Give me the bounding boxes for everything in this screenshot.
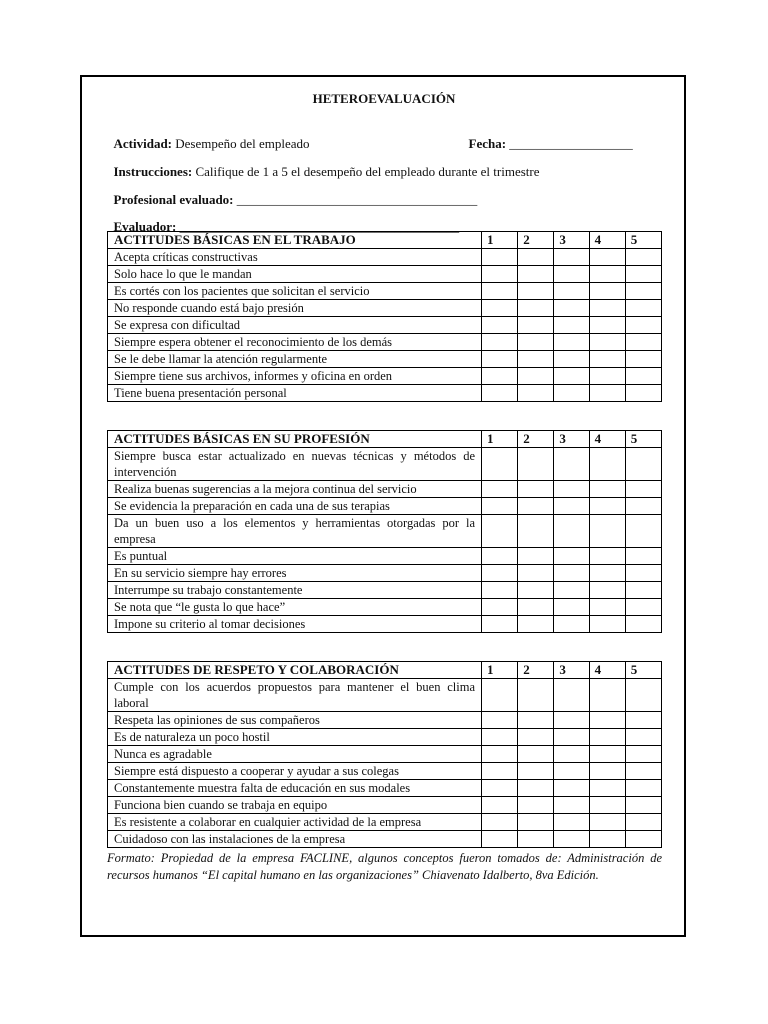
evaluation-table (107, 661, 662, 848)
section-heading: ACTITUDES DE RESPETO Y COLABORACIÓN (108, 662, 482, 679)
score-cell[interactable] (554, 746, 589, 763)
score-cell[interactable] (625, 249, 661, 266)
score-cell[interactable] (589, 351, 625, 368)
criterion-label: Constantemente muestra falta de educación en sus modales (108, 780, 482, 797)
table-row (108, 515, 662, 548)
score-cell[interactable] (554, 763, 589, 780)
table-header-row (108, 662, 662, 679)
score-cell[interactable] (554, 385, 589, 402)
score-cell[interactable] (482, 300, 518, 317)
score-cell[interactable] (518, 515, 554, 548)
table-row (108, 616, 662, 633)
table-row (108, 385, 662, 402)
score-cell[interactable] (482, 334, 518, 351)
table-row (108, 368, 662, 385)
score-cell[interactable] (625, 266, 661, 283)
score-cell[interactable] (518, 481, 554, 498)
score-cell[interactable] (518, 448, 554, 481)
criterion-label: Interrumpe su trabajo constantemente (108, 582, 482, 599)
score-cell[interactable] (625, 679, 661, 712)
criterion-label: Se expresa con dificultad (108, 317, 482, 334)
score-cell[interactable] (625, 283, 661, 300)
table-row (108, 797, 662, 814)
table-row (108, 266, 662, 283)
score-cell[interactable] (589, 498, 625, 515)
score-cell[interactable] (482, 679, 518, 712)
score-cell[interactable] (625, 317, 661, 334)
score-cell[interactable] (518, 729, 554, 746)
score-cell[interactable] (482, 368, 518, 385)
score-header: 4 (589, 662, 625, 679)
table-header-row (108, 232, 662, 249)
score-header: 3 (554, 662, 589, 679)
score-header: 5 (625, 662, 661, 679)
score-cell[interactable] (482, 797, 518, 814)
score-cell[interactable] (518, 616, 554, 633)
criterion-label: Cumple con los acuerdos propuestos para mantener el buen clima laboral (108, 679, 482, 712)
score-cell[interactable] (482, 746, 518, 763)
score-cell[interactable] (482, 831, 518, 848)
score-cell[interactable] (589, 599, 625, 616)
score-cell[interactable] (589, 317, 625, 334)
score-cell[interactable] (482, 814, 518, 831)
score-cell[interactable] (554, 249, 589, 266)
table-row (108, 814, 662, 831)
score-cell[interactable] (625, 831, 661, 848)
score-header: 3 (554, 232, 589, 249)
table-row (108, 729, 662, 746)
score-cell[interactable] (482, 616, 518, 633)
score-cell[interactable] (554, 266, 589, 283)
score-cell[interactable] (518, 368, 554, 385)
score-cell[interactable] (589, 249, 625, 266)
criterion-label: Siempre está dispuesto a cooperar y ayudar a sus colegas (108, 763, 482, 780)
score-cell[interactable] (482, 266, 518, 283)
table-row (108, 763, 662, 780)
table-row (108, 831, 662, 848)
table-row (108, 498, 662, 515)
score-cell[interactable] (482, 498, 518, 515)
score-cell[interactable] (589, 679, 625, 712)
score-cell[interactable] (589, 729, 625, 746)
criterion-label: Tiene buena presentación personal (108, 385, 482, 402)
score-cell[interactable] (554, 582, 589, 599)
score-cell[interactable] (518, 548, 554, 565)
criterion-label: Siempre busca estar actualizado en nuevas técnicas y métodos de intervención (108, 448, 482, 481)
score-cell[interactable] (518, 746, 554, 763)
score-cell[interactable] (482, 729, 518, 746)
score-cell[interactable] (625, 763, 661, 780)
score-cell[interactable] (482, 548, 518, 565)
actividad-value: Desempeño del empleado (175, 136, 310, 151)
footnote: Formato: Propiedad de la empresa FACLINE, algunos conceptos fueron tomados de: Administración de recursos humanos “El capital humano en las organizaciones” Chiavenato Idalberto, 8va Edición. (107, 851, 662, 882)
score-cell[interactable] (554, 351, 589, 368)
score-cell[interactable] (554, 831, 589, 848)
evaluador-label: Evaluador: (113, 219, 177, 234)
score-cell[interactable] (554, 300, 589, 317)
score-cell[interactable] (589, 368, 625, 385)
score-cell[interactable] (518, 300, 554, 317)
score-cell[interactable] (482, 481, 518, 498)
table-row (108, 582, 662, 599)
table-row (108, 679, 662, 712)
score-cell[interactable] (625, 385, 661, 402)
table-row (108, 712, 662, 729)
table-row (108, 283, 662, 300)
score-cell[interactable] (589, 616, 625, 633)
score-cell[interactable] (554, 679, 589, 712)
table-row (108, 317, 662, 334)
score-cell[interactable] (518, 582, 554, 599)
score-header: 5 (625, 232, 661, 249)
score-cell[interactable] (554, 448, 589, 481)
criterion-label: Respeta las opiniones de sus compañeros (108, 712, 482, 729)
score-cell[interactable] (589, 831, 625, 848)
score-cell[interactable] (554, 712, 589, 729)
score-cell[interactable] (554, 498, 589, 515)
section-heading: ACTITUDES BÁSICAS EN EL TRABAJO (108, 232, 482, 249)
table-row (108, 481, 662, 498)
score-cell[interactable] (518, 763, 554, 780)
score-cell[interactable] (482, 249, 518, 266)
score-cell[interactable] (554, 317, 589, 334)
score-cell[interactable] (625, 616, 661, 633)
fecha-field[interactable]: ___________________ (509, 136, 633, 151)
score-cell[interactable] (518, 351, 554, 368)
score-header: 2 (518, 431, 554, 448)
score-cell[interactable] (589, 300, 625, 317)
score-cell[interactable] (518, 283, 554, 300)
score-cell[interactable] (518, 679, 554, 712)
table-row (108, 300, 662, 317)
table-row (108, 548, 662, 565)
score-cell[interactable] (589, 582, 625, 599)
score-cell[interactable] (589, 334, 625, 351)
score-cell[interactable] (625, 448, 661, 481)
score-cell[interactable] (482, 515, 518, 548)
score-cell[interactable] (554, 565, 589, 582)
score-cell[interactable] (625, 565, 661, 582)
score-cell[interactable] (589, 266, 625, 283)
criterion-label: Siempre tiene sus archivos, informes y oficina en orden (108, 368, 482, 385)
score-header: 1 (482, 232, 518, 249)
score-cell[interactable] (518, 831, 554, 848)
score-cell[interactable] (625, 712, 661, 729)
actividad-label: Actividad: (113, 136, 172, 151)
fecha-label: Fecha: (468, 136, 507, 151)
score-cell[interactable] (482, 317, 518, 334)
score-cell[interactable] (482, 763, 518, 780)
score-cell[interactable] (482, 448, 518, 481)
score-header: 4 (589, 232, 625, 249)
score-cell[interactable] (625, 746, 661, 763)
score-cell[interactable] (482, 780, 518, 797)
score-cell[interactable] (625, 780, 661, 797)
score-cell[interactable] (518, 814, 554, 831)
table-row (108, 334, 662, 351)
criterion-label: Se evidencia la preparación en cada una de sus terapias (108, 498, 482, 515)
criterion-label: En su servicio siempre hay errores (108, 565, 482, 582)
table-row (108, 351, 662, 368)
score-cell[interactable] (589, 448, 625, 481)
score-cell[interactable] (554, 616, 589, 633)
score-cell[interactable] (589, 481, 625, 498)
score-cell[interactable] (625, 498, 661, 515)
score-cell[interactable] (625, 515, 661, 548)
score-header: 1 (482, 431, 518, 448)
score-cell[interactable] (625, 368, 661, 385)
table-row (108, 565, 662, 582)
score-cell[interactable] (625, 548, 661, 565)
score-cell[interactable] (554, 283, 589, 300)
score-cell[interactable] (554, 797, 589, 814)
score-header: 2 (518, 662, 554, 679)
page-title: HETEROEVALUACIÓN (312, 91, 456, 106)
score-cell[interactable] (554, 780, 589, 797)
table-row (108, 746, 662, 763)
table-row (108, 249, 662, 266)
score-cell[interactable] (554, 814, 589, 831)
score-cell[interactable] (482, 565, 518, 582)
criterion-label: Es cortés con los pacientes que solicitan el servicio (108, 283, 482, 300)
score-cell[interactable] (589, 712, 625, 729)
score-cell[interactable] (554, 368, 589, 385)
profesional-field[interactable]: _____________________________________ (236, 192, 478, 207)
score-cell[interactable] (589, 385, 625, 402)
criterion-label: Da un buen uso a los elementos y herramientas otorgadas por la empresa (108, 515, 482, 548)
score-cell[interactable] (625, 729, 661, 746)
score-cell[interactable] (625, 351, 661, 368)
score-cell[interactable] (554, 599, 589, 616)
score-cell[interactable] (625, 334, 661, 351)
score-cell[interactable] (482, 582, 518, 599)
score-header: 5 (625, 431, 661, 448)
score-cell[interactable] (625, 300, 661, 317)
score-cell[interactable] (518, 317, 554, 334)
score-cell[interactable] (554, 729, 589, 746)
score-cell[interactable] (625, 797, 661, 814)
criterion-label: Es puntual (108, 548, 482, 565)
section-heading: ACTITUDES BÁSICAS EN SU PROFESIÓN (108, 431, 482, 448)
score-cell[interactable] (554, 548, 589, 565)
score-cell[interactable] (589, 515, 625, 548)
score-cell[interactable] (625, 814, 661, 831)
instrucciones-label: Instrucciones: (113, 164, 193, 179)
score-cell[interactable] (625, 481, 661, 498)
criterion-label: Se nota que “le gusta lo que hace” (108, 599, 482, 616)
score-cell[interactable] (482, 599, 518, 616)
score-header: 1 (482, 662, 518, 679)
criterion-label: Nunca es agradable (108, 746, 482, 763)
score-cell[interactable] (554, 515, 589, 548)
score-cell[interactable] (554, 334, 589, 351)
score-cell[interactable] (589, 780, 625, 797)
table-row (108, 448, 662, 481)
evaluation-table (107, 430, 662, 633)
criterion-label: Funciona bien cuando se trabaja en equipo (108, 797, 482, 814)
score-cell[interactable] (518, 712, 554, 729)
score-cell[interactable] (482, 351, 518, 368)
score-cell[interactable] (625, 599, 661, 616)
criterion-label: Se le debe llamar la atención regularmente (108, 351, 482, 368)
score-cell[interactable] (589, 746, 625, 763)
criterion-label: Realiza buenas sugerencias a la mejora continua del servicio (108, 481, 482, 498)
score-cell[interactable] (482, 712, 518, 729)
score-cell[interactable] (589, 763, 625, 780)
score-cell[interactable] (554, 481, 589, 498)
criterion-label: Es de naturaleza un poco hostil (108, 729, 482, 746)
table-row (108, 599, 662, 616)
criterion-label: Cuidadoso con las instalaciones de la empresa (108, 831, 482, 848)
score-cell[interactable] (518, 599, 554, 616)
score-cell[interactable] (589, 565, 625, 582)
score-cell[interactable] (625, 582, 661, 599)
score-cell[interactable] (518, 780, 554, 797)
score-cell[interactable] (518, 385, 554, 402)
evaluation-table (107, 231, 662, 402)
score-cell[interactable] (518, 797, 554, 814)
score-cell[interactable] (482, 385, 518, 402)
profesional-label: Profesional evaluado: (113, 192, 234, 207)
score-cell[interactable] (589, 548, 625, 565)
score-header: 3 (554, 431, 589, 448)
instrucciones-value: Califique de 1 a 5 el desempeño del empleado durante el trimestre (195, 164, 540, 179)
score-cell[interactable] (518, 498, 554, 515)
evaluador-field[interactable]: ___________________________________________ (179, 219, 460, 234)
criterion-label: Acepta críticas constructivas (108, 249, 482, 266)
table-row (108, 780, 662, 797)
score-cell[interactable] (518, 334, 554, 351)
score-header: 4 (589, 431, 625, 448)
criterion-label: Siempre espera obtener el reconocimiento de los demás (108, 334, 482, 351)
score-cell[interactable] (518, 266, 554, 283)
score-cell[interactable] (589, 797, 625, 814)
score-cell[interactable] (589, 283, 625, 300)
score-cell[interactable] (482, 283, 518, 300)
score-cell[interactable] (589, 814, 625, 831)
score-header: 2 (518, 232, 554, 249)
criterion-label: No responde cuando está bajo presión (108, 300, 482, 317)
criterion-label: Solo hace lo que le mandan (108, 266, 482, 283)
score-cell[interactable] (518, 565, 554, 582)
table-header-row (108, 431, 662, 448)
criterion-label: Impone su criterio al tomar decisiones (108, 616, 482, 633)
score-cell[interactable] (518, 249, 554, 266)
criterion-label: Es resistente a colaborar en cualquier actividad de la empresa (108, 814, 482, 831)
